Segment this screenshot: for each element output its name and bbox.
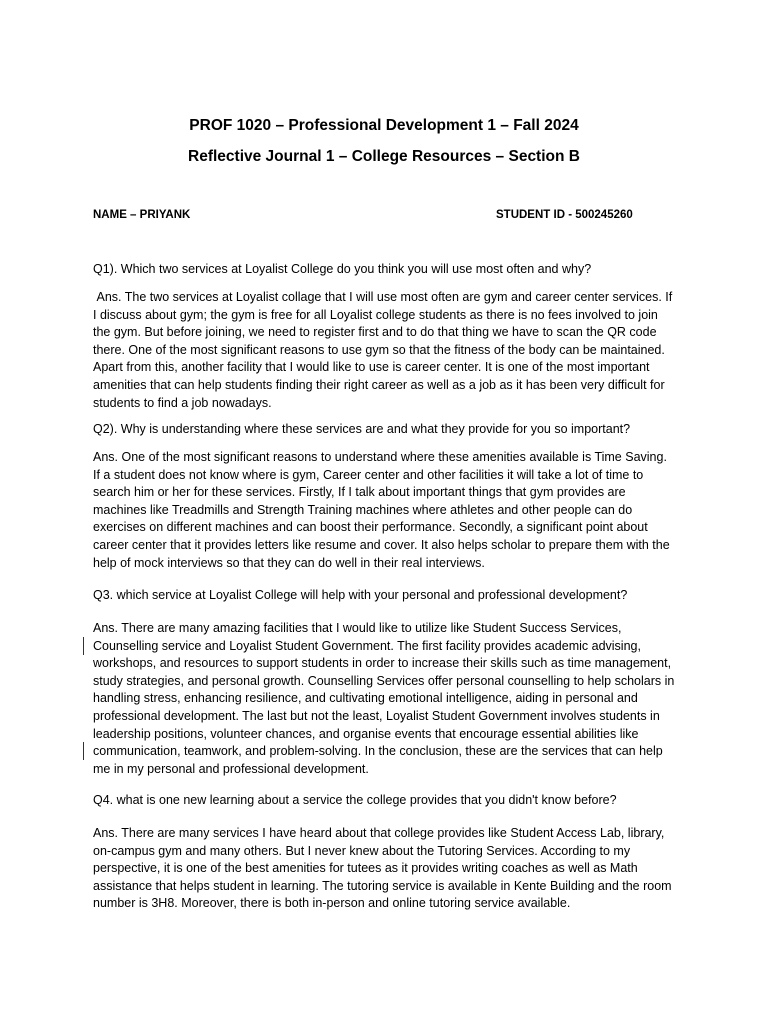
question-4: Q4. what is one new learning about a service the college provides that you didn't know before? bbox=[93, 793, 617, 807]
document-title: PROF 1020 – Professional Development 1 – Fall 2024 bbox=[189, 117, 579, 134]
question-2: Q2). Why is understanding where these services are and what they provide for you so important? bbox=[93, 422, 631, 436]
change-bar bbox=[83, 637, 84, 655]
document-subtitle: Reflective Journal 1 – College Resources – Section B bbox=[188, 148, 580, 165]
answer-4: Ans. There are many services I have heard about that college provides like Student Access Lab, library, on-campus gym and many others. But I never knew about the Tutoring Services. According to my perspective, it is one of the best amenities for tutees as it provides writing coaches as well as Math assistance that helps student in learning. The tutoring service is available in Kente Building and the room number is 3H8. Moreover, there is both in-person and online tutoring service available. bbox=[93, 826, 672, 911]
student-id: STUDENT ID - 500245260 bbox=[496, 209, 633, 221]
answer-2: Ans. One of the most significant reasons to understand where these amenities available is Time Saving. If a student does not know where is gym, Career center and other facilities it will take a lot of time to search him or her for these services. Firstly, If I talk about important things that gym provides are machines like Treadmills and Strength Training machines where athletes and other people can do exercises on different machines and can boost their performance. Secondly, a significant point about career center that it provides letters like resume and cover. It also helps scholar to prepare them with the help of mock interviews so that they can do well in their real interviews. bbox=[93, 450, 670, 570]
answer-1: Ans. The two services at Loyalist collage that I will use most often are gym and career center services. If I discuss about gym; the gym is free for all Loyalist college students as there is no fees involved to join the gym. But before joining, we need to register first and to do that thing we have to scan the QR code there. One of the most significant reasons to use gym so that the fitness of the body can be maintained. Apart from this, another facility that I would like to use is career center. It is one of the most important amenities that can help students finding their right career as well as a job as it has been very difficult for students to find a job nowadays. bbox=[93, 290, 676, 410]
change-bar bbox=[83, 742, 84, 760]
question-1: Q1). Which two services at Loyalist College do you think you will use most often and why? bbox=[93, 262, 592, 276]
question-3: Q3. which service at Loyalist College will help with your personal and professional development? bbox=[93, 588, 628, 602]
answer-3: Ans. There are many amazing facilities that I would like to utilize like Student Success Services, Counselling service and Loyalist Student Government. The first facility provides academic advising, workshops, and resources to support students in order to increase their skills such as time management, study strategies, and personal growth. Counselling Services offer personal counselling to help scholars in handling stress, enhancing resilience, and cultivating emotional intelligence, aiding in personal and professional development. The last but not the least, Loyalist Student Government involves students in leadership positions, volunteer chances, and organise events that encourage essential abilities like communication, teamwork, and problem-solving. In the conclusion, these are the services that can help me in my personal and professional development. bbox=[93, 621, 675, 776]
student-name: NAME – PRIYANK bbox=[93, 209, 191, 221]
